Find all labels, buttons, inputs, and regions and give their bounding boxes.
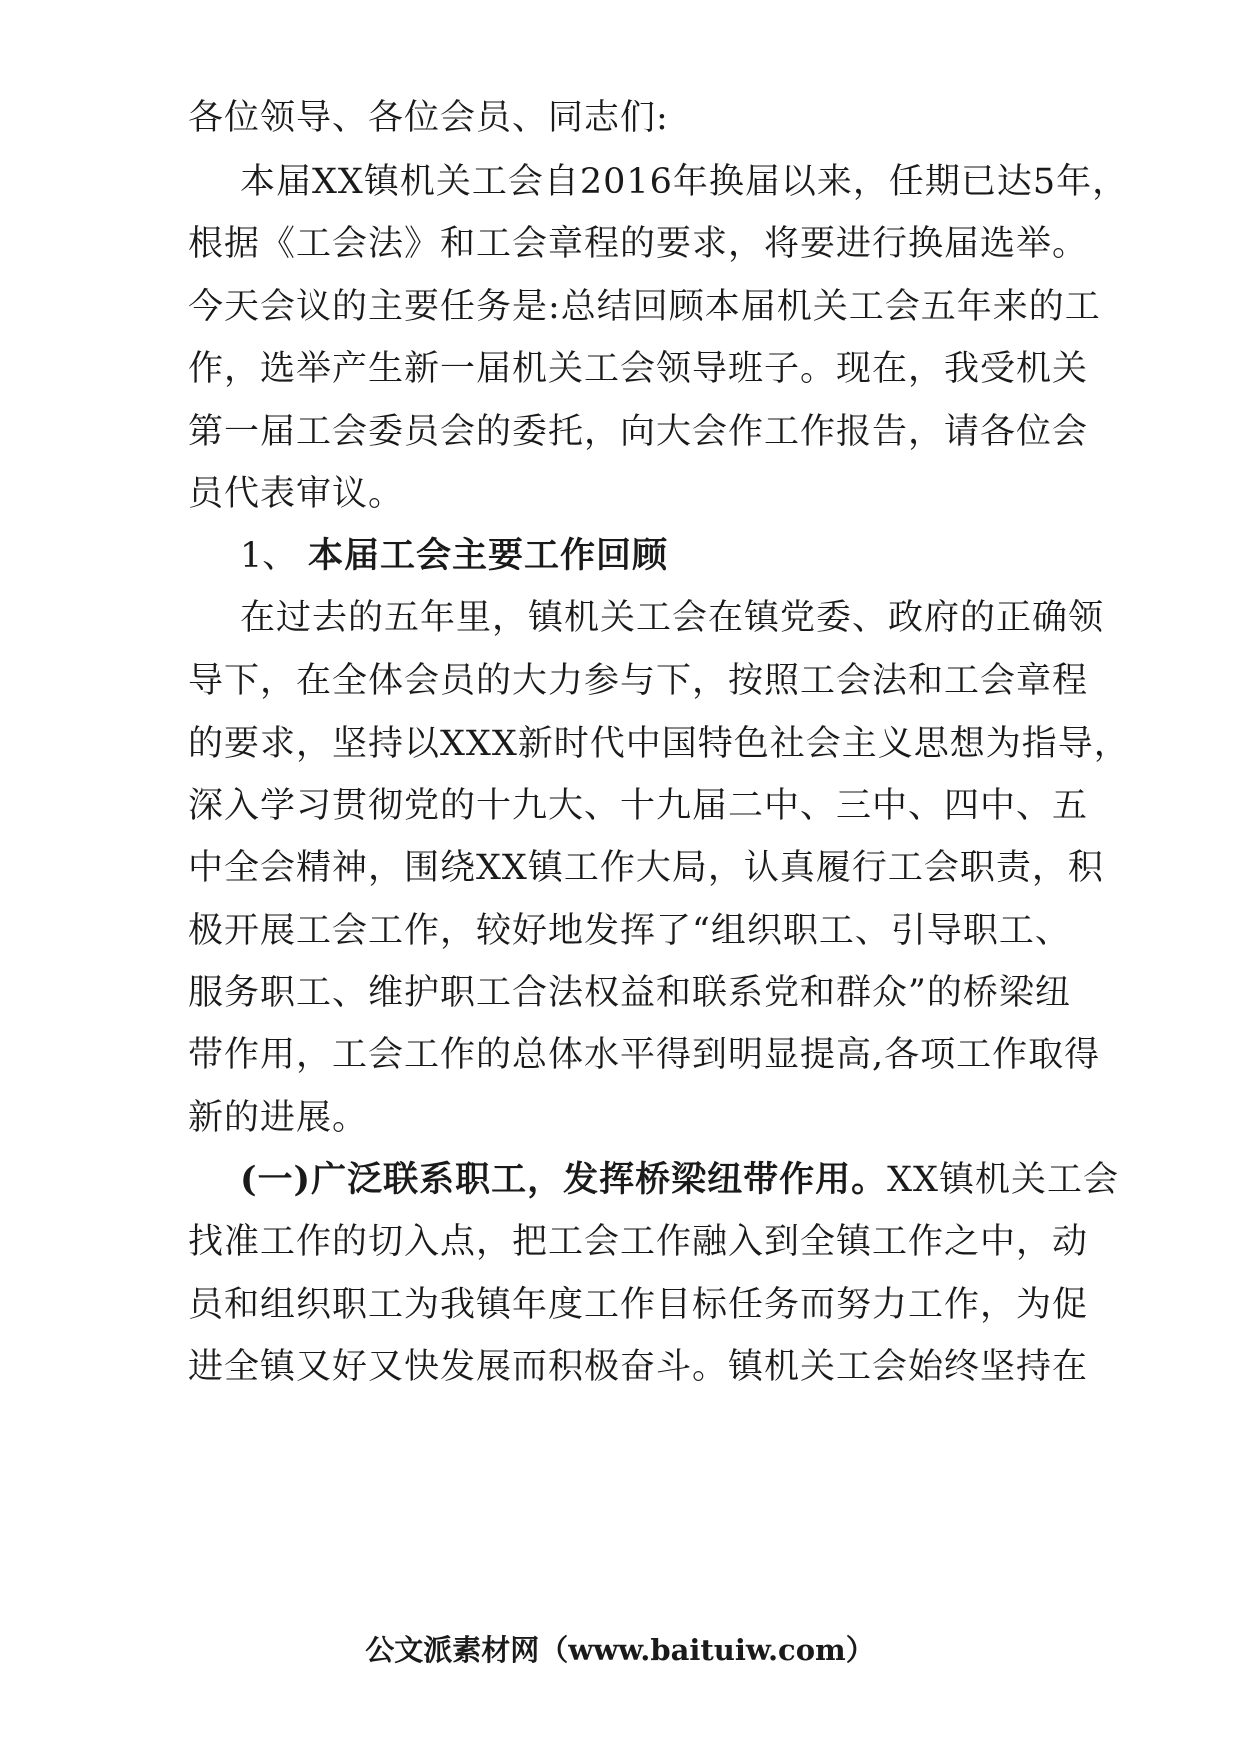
subsection-line: 员和组织职工为我镇年度工作目标任务而努力工作，为促 [188, 1285, 1089, 1325]
paragraph-line: 带作用，工会工作的总体水平得到明显提高,各项工作取得 [188, 1035, 1101, 1075]
paragraph-line: 中全会精神，围绕XX镇工作大局，认真履行工会职责，积 [188, 848, 1104, 888]
subsection-first-line [240, 1158, 1119, 1202]
section-number: 1、 [240, 536, 298, 576]
intro-line: 根据《工会法》和工会章程的要求，将要进行换届选举。 [188, 224, 1089, 264]
subsection-lead-rest: XX镇机关工会 [887, 1160, 1119, 1200]
footer-watermark: 公文派素材网（www.baituiw.com） [365, 1633, 875, 1667]
paragraph-line: 极开展工会工作，较好地发挥了“组织职工、引导职工、 [188, 911, 1071, 951]
paragraph-line: 深入学习贯彻党的十九大、十九届二中、三中、四中、五 [188, 786, 1089, 826]
intro-line: 作，选举产生新一届机关工会领导班子。现在，我受机关 [188, 349, 1089, 389]
paragraph-line: 的要求，坚持以XXX新时代中国特色社会主义思想为指导， [188, 724, 1130, 764]
subsection-line: 找准工作的切入点，把工会工作融入到全镇工作之中，动 [188, 1222, 1089, 1262]
subsection-line: 进全镇又好又快发展而积极奋斗。镇机关工会始终坚持在 [188, 1347, 1089, 1387]
paragraph-line: 导下，在全体会员的大力参与下，按照工会法和工会章程 [188, 661, 1089, 701]
intro-line: 今天会议的主要任务是:总结回顾本届机关工会五年来的工 [188, 287, 1101, 327]
section-title: 本届工会主要工作回顾 [308, 535, 669, 576]
subsection-lead: (一)广泛联系职工，发挥桥梁纽带作用。 [240, 1159, 888, 1200]
salutation: 各位领导、各位会员、同志们: [188, 98, 669, 138]
paragraph-line: 新的进展。 [188, 1098, 369, 1138]
intro-line: 员代表审议。 [188, 474, 405, 514]
paragraph-line: 在过去的五年里，镇机关工会在镇党委、政府的正确领 [240, 598, 1105, 638]
intro-line: 本届XX镇机关工会自2016年换届以来，任期已达5年， [240, 162, 1129, 202]
paragraph-line: 服务职工、维护职工合法权益和联系党和群众”的桥梁纽 [188, 973, 1071, 1013]
intro-line: 第一届工会委员会的委托，向大会作工作报告，请各位会 [188, 412, 1089, 452]
